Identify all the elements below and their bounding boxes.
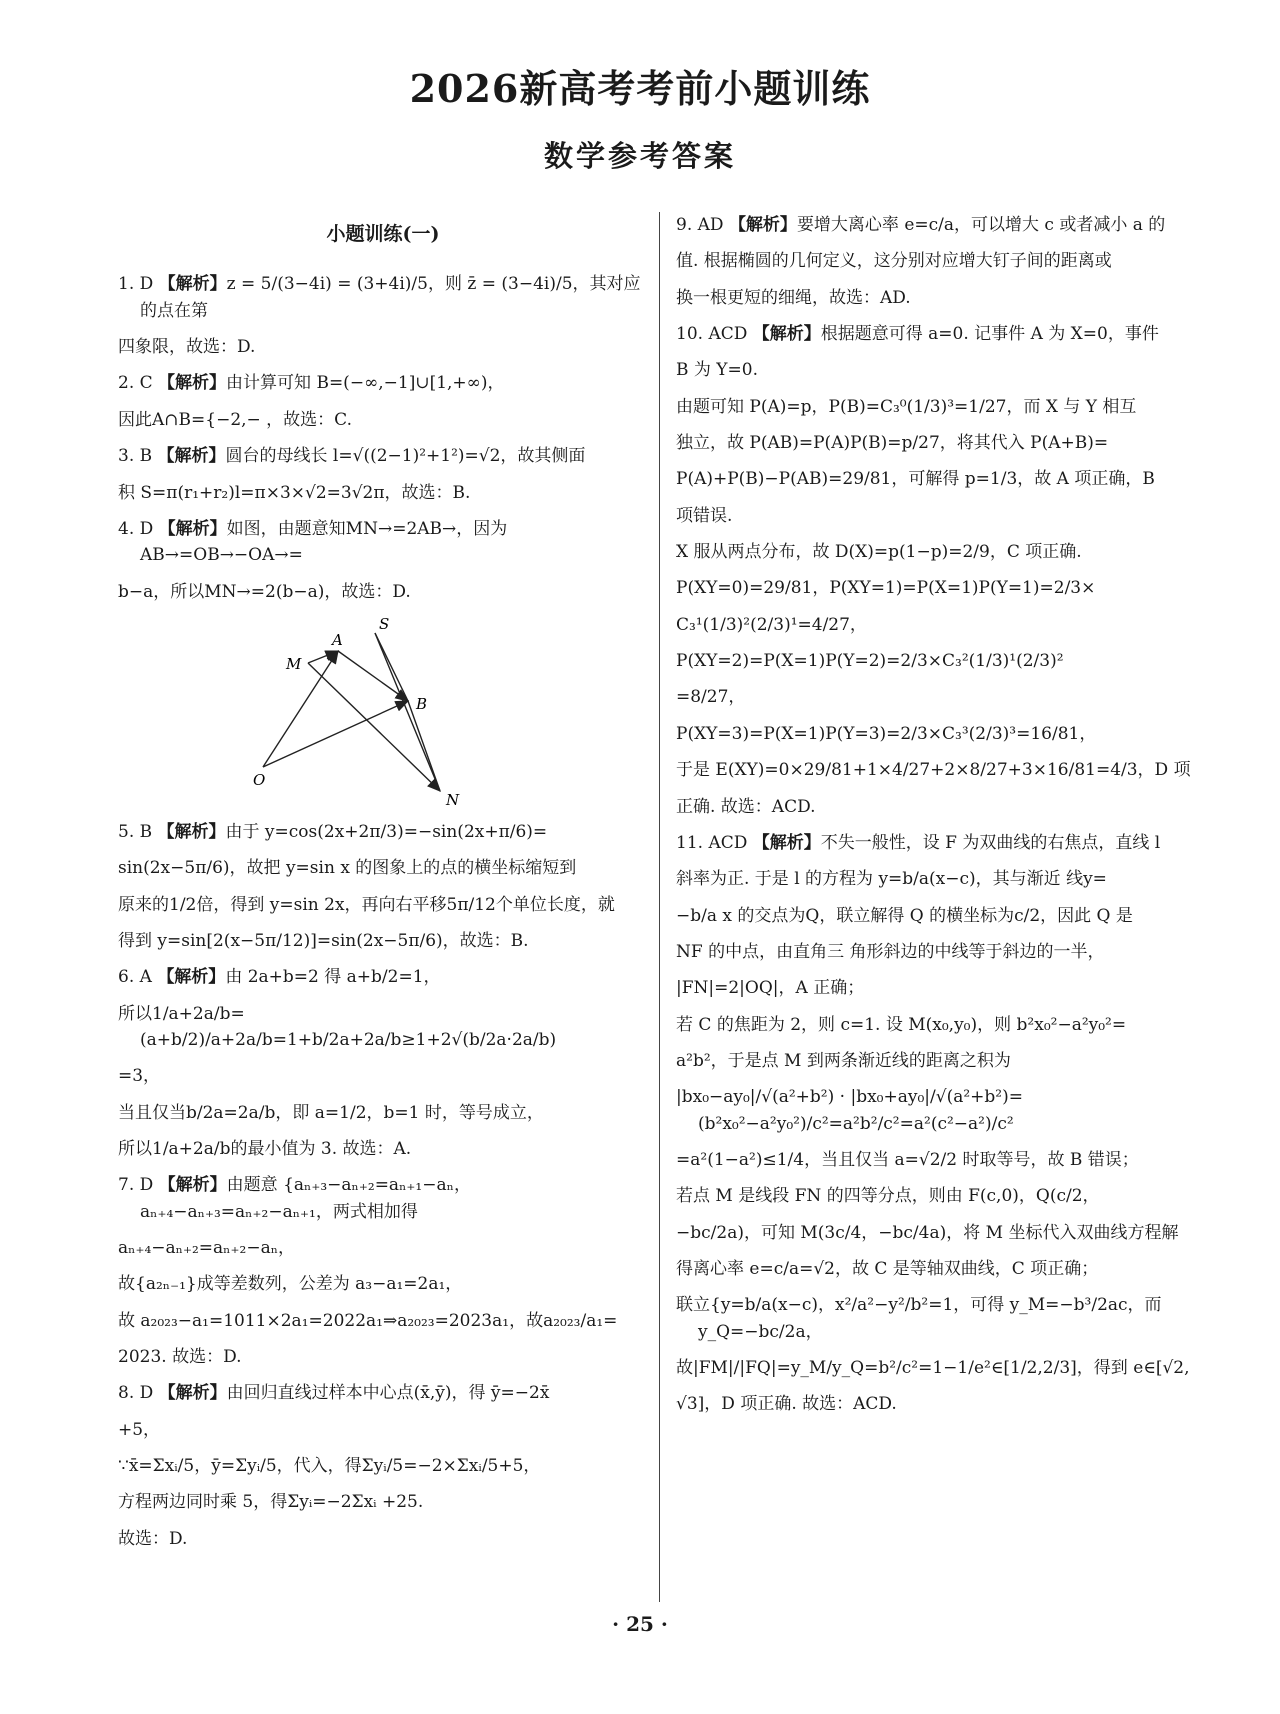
answer-line: 故 a₂₀₂₃−a₁=1011×2a₁=2022a₁⇒a₂₀₂₃=2023a₁，故a₂₀₂₃/a₁= [118, 1310, 618, 1331]
answer-item [676, 830, 1200, 1418]
answer-number: 10. ACD [676, 324, 753, 345]
answer-line: sin(2x−5π/6)，故把 y=sin x 的图象上的点的横坐标缩短到 [118, 858, 577, 879]
answer-line: 由题意 {aₙ₊₃−aₙ₊₂=aₙ₊₁−aₙ，aₙ₊₄−aₙ₊₃=aₙ₊₂−aₙ₊₁，两式相加得 [140, 1175, 471, 1222]
answer-line: P(XY=3)=P(X=1)P(Y=3)=2/3×C₃³(2/3)³=16/81， [676, 723, 1097, 744]
answer-line: 2023. 故选：D. [118, 1347, 242, 1368]
answer-line: ∵x̄=Σxᵢ/5，ȳ=Σyᵢ/5，代入，得Σyᵢ/5=−2×Σxᵢ/5+5， [118, 1456, 541, 1477]
analysis-tag: 【解析】 [158, 1175, 227, 1196]
answer-line: =3， [118, 1066, 161, 1087]
page-title: 2026新高考考前小题训练 [409, 66, 871, 111]
answer-line: 故|FM|/|FQ|=y_M/y_Q=b²/c²=1−1/e²∈[1/2,2/3]，得到 e∈[√2, [676, 1358, 1190, 1378]
answer-line: 如图，由题意知MN→=2AB→，因为AB→=OB→−OA→= [140, 518, 508, 566]
answer-line: 斜率为正. 于是 l 的方程为 y=b/a(x−c)，其与渐近 线y= [676, 869, 1107, 890]
answer-line: 故{a₂ₙ₋₁}成等差数列，公差为 a₃−a₁=2a₁， [118, 1274, 463, 1295]
analysis-tag: 【解析】 [752, 324, 821, 345]
answer-number: 9. AD [676, 215, 729, 235]
answer-line: −bc/2a)，可知 M(3c/4，−bc/4a)，将 M 坐标代入双曲线方程解 [676, 1222, 1179, 1243]
answer-line: NF 的中点，由直角三 角形斜边的中线等于斜边的一半， [676, 941, 1105, 962]
answer-line: 得离心率 e=c/a=√2，故 C 是等轴双曲线，C 项正确； [676, 1258, 1099, 1279]
answer-number: 7. D [118, 1175, 159, 1196]
column-divider [659, 212, 660, 1602]
answer-line: 值. 根据椭圆的几何定义，这分别对应增大钉子间的距离或 [676, 251, 1112, 272]
point-label-b: B [416, 694, 428, 713]
section-title: 小题训练(一) [326, 223, 440, 245]
page-number: · 25 · [612, 1612, 668, 1636]
vector-mn [308, 663, 440, 791]
answer-line: 若 C 的焦距为 2，则 c=1. 设 M(x₀,y₀)，则 b²x₀²−a²y₀²= [676, 1014, 1127, 1035]
left-answer-list [118, 271, 648, 1552]
answer-line: 所以1/a+2a/b=(a+b/2)/a+2a/b=1+b/2a+2a/b≥1+2√(b/2a·2a/b) [118, 1003, 557, 1050]
answer-line: 积 S=π(r₁+r₂)l=π×3×√2=3√2π，故选：B. [118, 482, 471, 503]
analysis-tag: 【解析】 [157, 821, 226, 842]
answer-line: 所以1/a+2a/b的最小值为 3. 故选：A. [118, 1138, 412, 1159]
answer-item [118, 819, 648, 954]
point-label-o: O [253, 770, 266, 789]
answer-line: P(A)+P(B)−P(AB)=29/81，可解得 p=1/3，故 A 项正确，B [676, 469, 1155, 490]
answer-line: P(XY=2)=P(X=1)P(Y=2)=2/3×C₃²(1/3)¹(2/3)² [676, 651, 1064, 672]
answer-number: 3. B [118, 446, 158, 467]
left-column [118, 212, 648, 1562]
answer-line: 原来的1/2倍，得到 y=sin 2x，再向右平移5π/12个单位长度，就 [118, 894, 615, 915]
answer-line: B 为 Y=0. [676, 360, 758, 381]
answer-line: 联立{y=b/a(x−c)，x²/a²−y²/b²=1，可得 y_M=−b³/2ac，而 y_Q=−bc/2a， [676, 1295, 1162, 1342]
analysis-tag: 【解析】 [158, 518, 227, 539]
answer-line: 换一根更短的细绳，故选：AD. [676, 287, 911, 308]
answer-line: 由题可知 P(A)=p，P(B)=C₃⁰(1/3)³=1/27，而 X 与 Y 相互 [676, 396, 1137, 417]
answer-line: 故选：D. [118, 1528, 188, 1549]
answer-line: |FN|=2|OQ|，A 正确； [676, 978, 865, 999]
answer-number: 2. C [118, 373, 159, 394]
answer-line: z = 5/(3−4i) = (3+4i)/5，则 z̄ = (3−4i)/5，其对应的点在第 [140, 274, 641, 321]
vector-ab [338, 651, 408, 701]
answer-line: 要增大离心率 e=c/a，可以增大 c 或者减小 a 的 [796, 215, 1166, 235]
answer-line: 四象限，故选：D. [118, 337, 256, 358]
answer-number: 11. ACD [676, 832, 753, 853]
point-label-n: N [446, 790, 460, 809]
answer-line: X 服从两点分布，故 D(X)=p(1−p)=2/9，C 项正确. [676, 542, 1082, 563]
answer-line: 得到 y=sin[2(x−5π/12)]=sin(2x−5π/6)，故选：B. [118, 930, 529, 951]
answer-line: 由 2a+b=2 得 a+b/2=1， [225, 967, 441, 988]
point-label-a: A [332, 630, 343, 649]
answer-line: 方程两边同时乘 5，得Σyᵢ=−2Σxᵢ +25. [118, 1492, 424, 1513]
answer-line: 由于 y=cos(2x+2π/3)=−sin(2x+π/6)= [225, 821, 548, 842]
answer-number: 6. A [118, 967, 158, 988]
answer-line: P(XY=0)=29/81，P(XY=1)=P(X=1)P(Y=1)=2/3× [676, 578, 1096, 599]
answer-line: 独立，故 P(AB)=P(A)P(B)=p/27，将其代入 P(A+B)= [676, 433, 1109, 454]
point-label-s: S [379, 614, 390, 633]
answer-item [118, 271, 648, 360]
answer-line: aₙ₊₄−aₙ₊₂=aₙ₊₂−aₙ， [118, 1238, 296, 1258]
answer-line: −b/a x 的交点为Q，联立解得 Q 的横坐标为c/2，因此 Q 是 [676, 905, 1133, 926]
right-answer-list [676, 212, 1200, 1418]
answer-line: 当且仅当b/2a=2a/b，即 a=1/2，b=1 时，等号成立， [118, 1102, 544, 1123]
analysis-tag: 【解析】 [158, 274, 227, 295]
answer-line: 圆台的母线长 l=√((2−1)²+1²)=√2，故其侧面 [225, 446, 586, 467]
answer-line: 不失一般性，设 F 为双曲线的右焦点，直线 l [820, 832, 1161, 853]
analysis-tag: 【解析】 [728, 215, 797, 235]
answer-line: =a²(1−a²)≤1/4，当且仅当 a=√2/2 时取等号，故 B 错误； [676, 1149, 1139, 1170]
answer-line: √3]，D 项正确. 故选：ACD. [676, 1394, 897, 1415]
analysis-tag: 【解析】 [752, 832, 821, 853]
answer-item [118, 443, 648, 506]
answer-line: 若点 M 是线段 FN 的四等分点，则由 F(c,0)，Q(c/2， [676, 1186, 1100, 1207]
answer-line: 由回归直线过样本中心点(x̄,ȳ)，得 ȳ=−2x̄ [226, 1383, 550, 1404]
analysis-tag: 【解析】 [158, 1383, 227, 1404]
answer-item [676, 321, 1200, 820]
analysis-tag: 【解析】 [158, 373, 227, 394]
answer-line: +5， [118, 1419, 161, 1440]
answer-line: b−a，所以MN→=2(b−a)，故选：D. [118, 581, 411, 602]
answer-number: 8. D [118, 1383, 159, 1404]
answer-item [118, 370, 648, 433]
answer-line: 由计算可知 B=(−∞,−1]∪[1,+∞)， [226, 373, 505, 394]
right-column [676, 212, 1200, 1428]
analysis-tag: 【解析】 [157, 446, 226, 467]
answer-line: a²b²，于是点 M 到两条渐近线的距离之积为 [676, 1050, 1011, 1071]
answer-number: 5. B [118, 821, 158, 842]
point-label-m: M [286, 654, 302, 673]
answer-item [676, 212, 1200, 311]
answer-line: C₃¹(1/3)²(2/3)¹=4/27， [676, 614, 867, 635]
answer-line: 于是 E(XY)=0×29/81+1×4/27+2×8/27+3×16/81=4/3，D 项 [676, 760, 1191, 781]
answer-line: =8/27， [676, 687, 746, 708]
vector-diagram [253, 614, 488, 809]
answer-number: 4. D [118, 518, 159, 539]
page-subtitle: 数学参考答案 [543, 139, 736, 173]
answer-item [118, 1172, 648, 1370]
answer-line: 正确. 故选：ACD. [676, 796, 816, 817]
answer-line: 因此A∩B={−2,− ，故选：C. [118, 409, 352, 430]
answer-item [118, 1380, 648, 1552]
answer-line: |bx₀−ay₀|/√(a²+b²) · |bx₀+ay₀|/√(a²+b²)=(b²x₀²−a²y₀²)/c²=a²b²/c²=a²(c²−a²)/c² [676, 1087, 1023, 1134]
answer-item [118, 516, 648, 605]
answer-number: 1. D [118, 274, 159, 295]
analysis-tag: 【解析】 [157, 967, 226, 988]
answer-item [118, 964, 648, 1162]
answer-line: 项错误. [676, 505, 733, 526]
answer-line: 根据题意可得 a=0. 记事件 A 为 X=0，事件 [820, 324, 1159, 345]
